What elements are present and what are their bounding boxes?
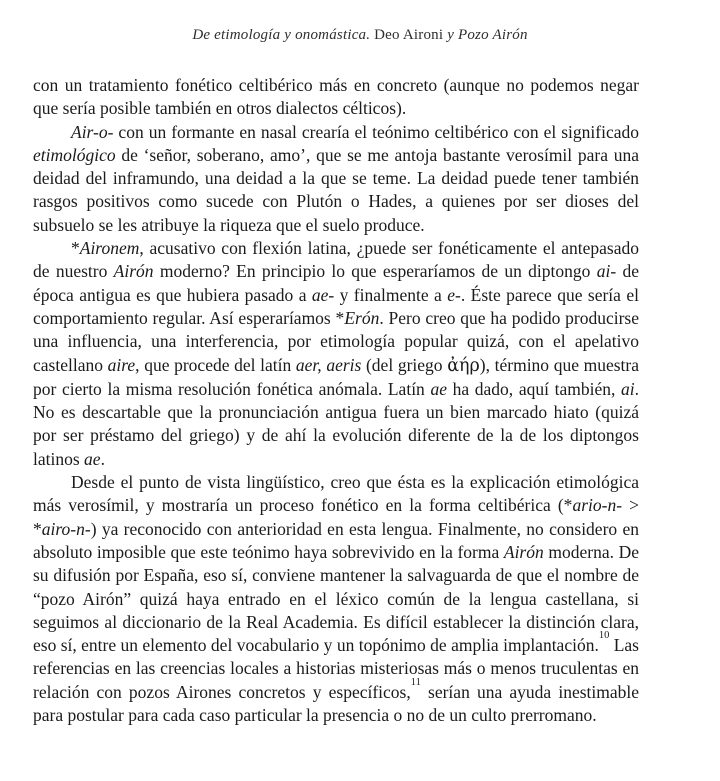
running-header-title-roman: Deo Aironi bbox=[370, 27, 448, 43]
page-body bbox=[33, 74, 639, 727]
text-run: (del griego bbox=[361, 354, 448, 375]
text-run: . bbox=[100, 448, 105, 469]
text-run: Aironem bbox=[79, 238, 140, 259]
text-run: . Pero creo que ha podido producirse una influencia, una interferencia, por etimología popular quizá, con el apelativo castellano bbox=[33, 307, 639, 375]
paragraph-1 bbox=[33, 74, 639, 121]
text-run: ai- bbox=[596, 261, 617, 282]
text-run: Las referencias en las creencias locales a historias misteriosas más o menos truculentas en relación con pozos Airones concretos y específicos, bbox=[33, 635, 639, 702]
text-run: Air-o- bbox=[71, 121, 114, 142]
running-header-title-italic: De etimología y onomástica. bbox=[192, 27, 371, 43]
paragraph-4 bbox=[33, 471, 639, 727]
text-run: serían una ayuda inestimable para postular para cada caso particular la presencia o no de un culto prerromano. bbox=[33, 681, 640, 726]
paragraph-2 bbox=[33, 121, 639, 237]
text-run: ae bbox=[430, 378, 447, 399]
running-header-title-italic-2: y Pozo Airón bbox=[447, 27, 528, 43]
text-run: ai bbox=[621, 378, 635, 399]
text-run: e- bbox=[447, 284, 461, 305]
text-run: ae bbox=[84, 448, 101, 469]
text-run: > * bbox=[33, 495, 640, 539]
text-run: , que procede del latín bbox=[135, 354, 296, 375]
text-run: y finalmente a bbox=[334, 284, 448, 305]
text-run: Desde el punto de vista lingüístico, creo que ésta es la explicación etimológica más verosímil, y mostraría un proceso fonético en la forma celtibérica (* bbox=[33, 472, 639, 516]
running-header bbox=[0, 27, 720, 44]
text-run: ario-n- bbox=[572, 495, 623, 516]
text-run: de época antigua es que hubiera pasado a bbox=[33, 261, 639, 305]
text-run: * bbox=[71, 238, 80, 259]
text-run: con un formante en nasal crearía el teónimo celtibérico con el significado bbox=[113, 121, 639, 142]
text-run: de ‘señor, soberano, amo’, que se me antoja bastante verosímil para una deidad del inframundo, una deidad a la que se teme. La deidad puede tener también rasgos positivos como sucede con Plutón o Hades, a quienes por ser dioses del subsuelo se les atribuye la riqueza que el suelo produce. bbox=[33, 144, 639, 235]
text-run: , acusativo con flexión latina, ¿puede ser fonéticamente el antepasado de nuestro bbox=[33, 238, 639, 282]
text-run: airo-n- bbox=[41, 518, 91, 539]
text-run: Airón bbox=[503, 541, 544, 562]
text-run: . Éste parece que sería el comportamiento regular. Así esperaríamos * bbox=[33, 284, 639, 328]
text-run: aire bbox=[107, 354, 136, 375]
text-run: aer, aeris bbox=[295, 354, 362, 375]
footnote-ref-11: 11 bbox=[410, 676, 421, 688]
text-run: ha dado, aquí también, bbox=[446, 378, 621, 399]
text-run: moderno? En principio lo que esperaríamos de un diptongo bbox=[153, 261, 597, 282]
text-run: moderna. De su difusión por España, eso sí, conviene mantener la salvaguarda de que el nombre de “pozo Airón” quizá haya entrado en el léxico común de la lengua castellana, si seguimos al diccionario de la Real Academia. Es difícil establecer la distinción clara, eso sí, entre un elemento del vocabulario y un topónimo de amplia implantación. bbox=[33, 541, 639, 656]
footnote-ref-10: 10 bbox=[598, 630, 610, 642]
text-run: ) ya reconocido con anterioridad en esta lengua. Finalmente, no considero en absoluto imposible que este teónimo haya sobrevivido en la forma bbox=[33, 518, 639, 562]
text-run: Erón bbox=[344, 307, 380, 328]
greek-word: ἀήρ bbox=[447, 355, 480, 376]
text-run: Airón bbox=[113, 261, 154, 282]
text-run: etimológico bbox=[33, 144, 116, 165]
text-run: ), término que muestra por cierto la misma resolución fonética anómala. Latín bbox=[33, 354, 640, 399]
text-run: . No es descartable que la pronunciación antigua fuera un bien marcado hiato (quizá por ser préstamo del griego) y de ahí la evolución diferente de la de los diptongos latinos bbox=[33, 378, 639, 469]
text-run: ae- bbox=[311, 284, 335, 305]
paragraph-3 bbox=[33, 237, 639, 471]
text-run: con un tratamiento fonético celtibérico más en concreto (aunque no podemos negar que sería posible también en otros dialectos célticos). bbox=[33, 75, 639, 119]
